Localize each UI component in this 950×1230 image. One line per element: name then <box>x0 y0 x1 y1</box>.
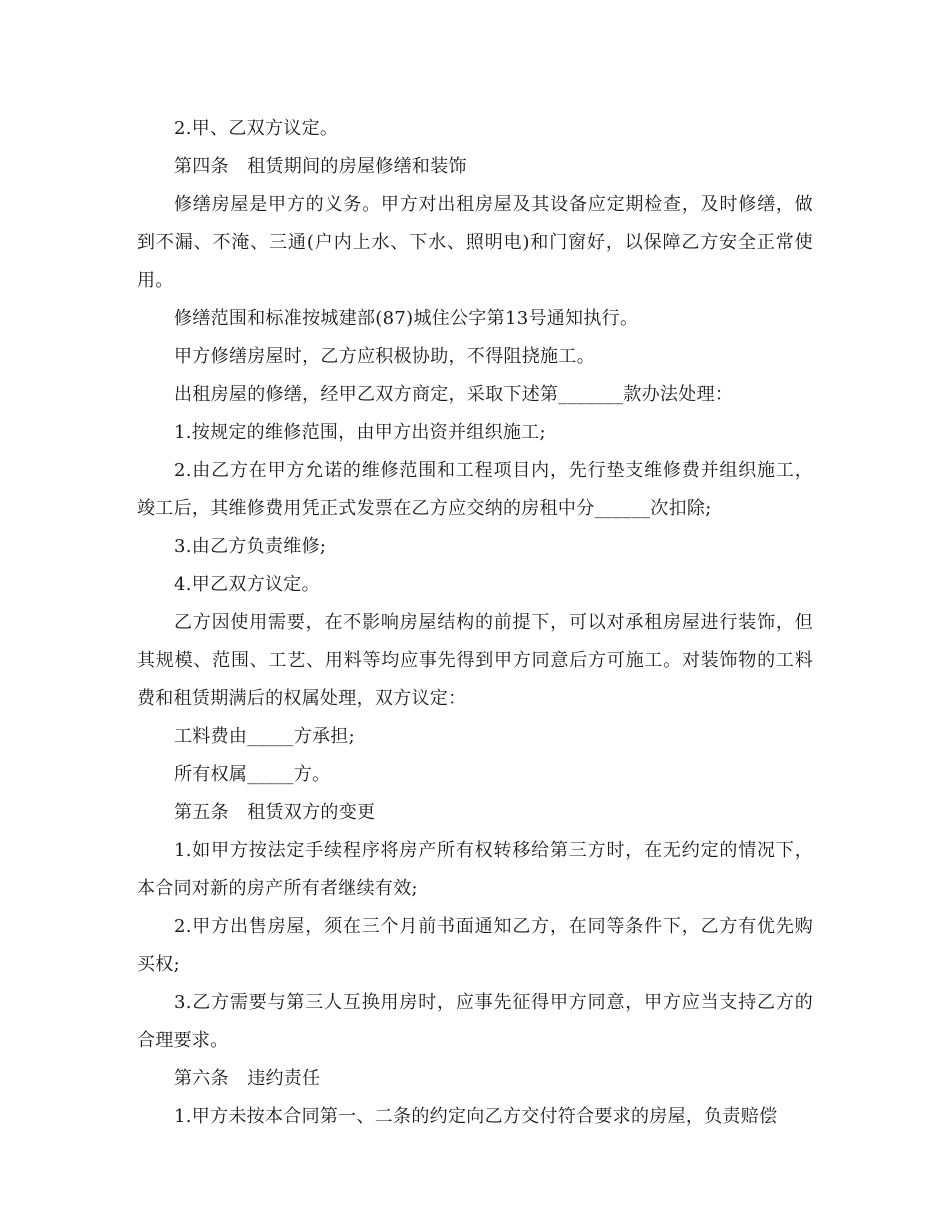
liability-item-1: 1.甲方未按本合同第一、二条的约定向乙方交付符合要求的房屋，负责赔偿 <box>174 1106 778 1127</box>
repair-obligation-paragraph: 修缮房屋是甲方的义务。甲方对出租房屋及其设备应定期检查，及时修缮，做到不漏、不淹、三通(户内上水、下水、照明电)和门窗好，以保障乙方安全正常使用。 <box>137 194 813 291</box>
repair-option-2: 2.由乙方在甲方允诺的维修范围和工程项目内，先行垫支维修费并组织施工，竣工后，其维修费用凭正式发票在乙方应交纳的房租中分______次扣除; <box>137 460 813 519</box>
change-item-1: 1.如甲方按法定手续程序将房产所有权转移给第三方时，在无约定的情况下，本合同对新的房产所有者继续有效; <box>137 840 813 899</box>
repair-option-3: 3.由乙方负责维修; <box>174 536 327 557</box>
change-item-3: 3.乙方需要与第三人互换用房时，应事先征得甲方同意，甲方应当支持乙方的合理要求。 <box>137 992 813 1051</box>
article-4-heading: 第四条 租赁期间的房屋修缮和装饰 <box>174 156 467 177</box>
change-item-2: 2.甲方出售房屋，须在三个月前书面通知乙方，在同等条件下，乙方有优先购买权; <box>137 916 813 975</box>
repair-standard-paragraph: 修缮范围和标准按城建部(87)城住公字第13号通知执行。 <box>174 308 639 329</box>
repair-option-1: 1.按规定的维修范围，由甲方出资并组织施工; <box>174 422 546 443</box>
ownership-line: 所有权属_____方。 <box>174 764 331 785</box>
decoration-paragraph: 乙方因使用需要，在不影响房屋结构的前提下，可以对承租房屋进行装饰，但其规模、范围、工艺、用料等均应事先得到甲方同意后方可施工。对装饰物的工料费和租赁期满后的权属处理，双方议定： <box>137 612 813 709</box>
repair-option-4: 4.甲乙双方议定。 <box>174 574 320 595</box>
article-6-heading: 第六条 违约责任 <box>174 1068 321 1089</box>
contract-text-body <box>137 110 813 1136</box>
article-5-heading: 第五条 租赁双方的变更 <box>174 802 376 823</box>
clause-item-2-agreed: 2.甲、乙双方议定。 <box>174 118 339 139</box>
repair-cooperation-paragraph: 甲方修缮房屋时，乙方应积极协助，不得阻挠施工。 <box>174 346 595 367</box>
repair-method-paragraph: 出租房屋的修缮，经甲乙双方商定，采取下述第_______款办法处理： <box>174 384 734 405</box>
material-cost-line: 工料费由_____方承担; <box>174 726 355 747</box>
